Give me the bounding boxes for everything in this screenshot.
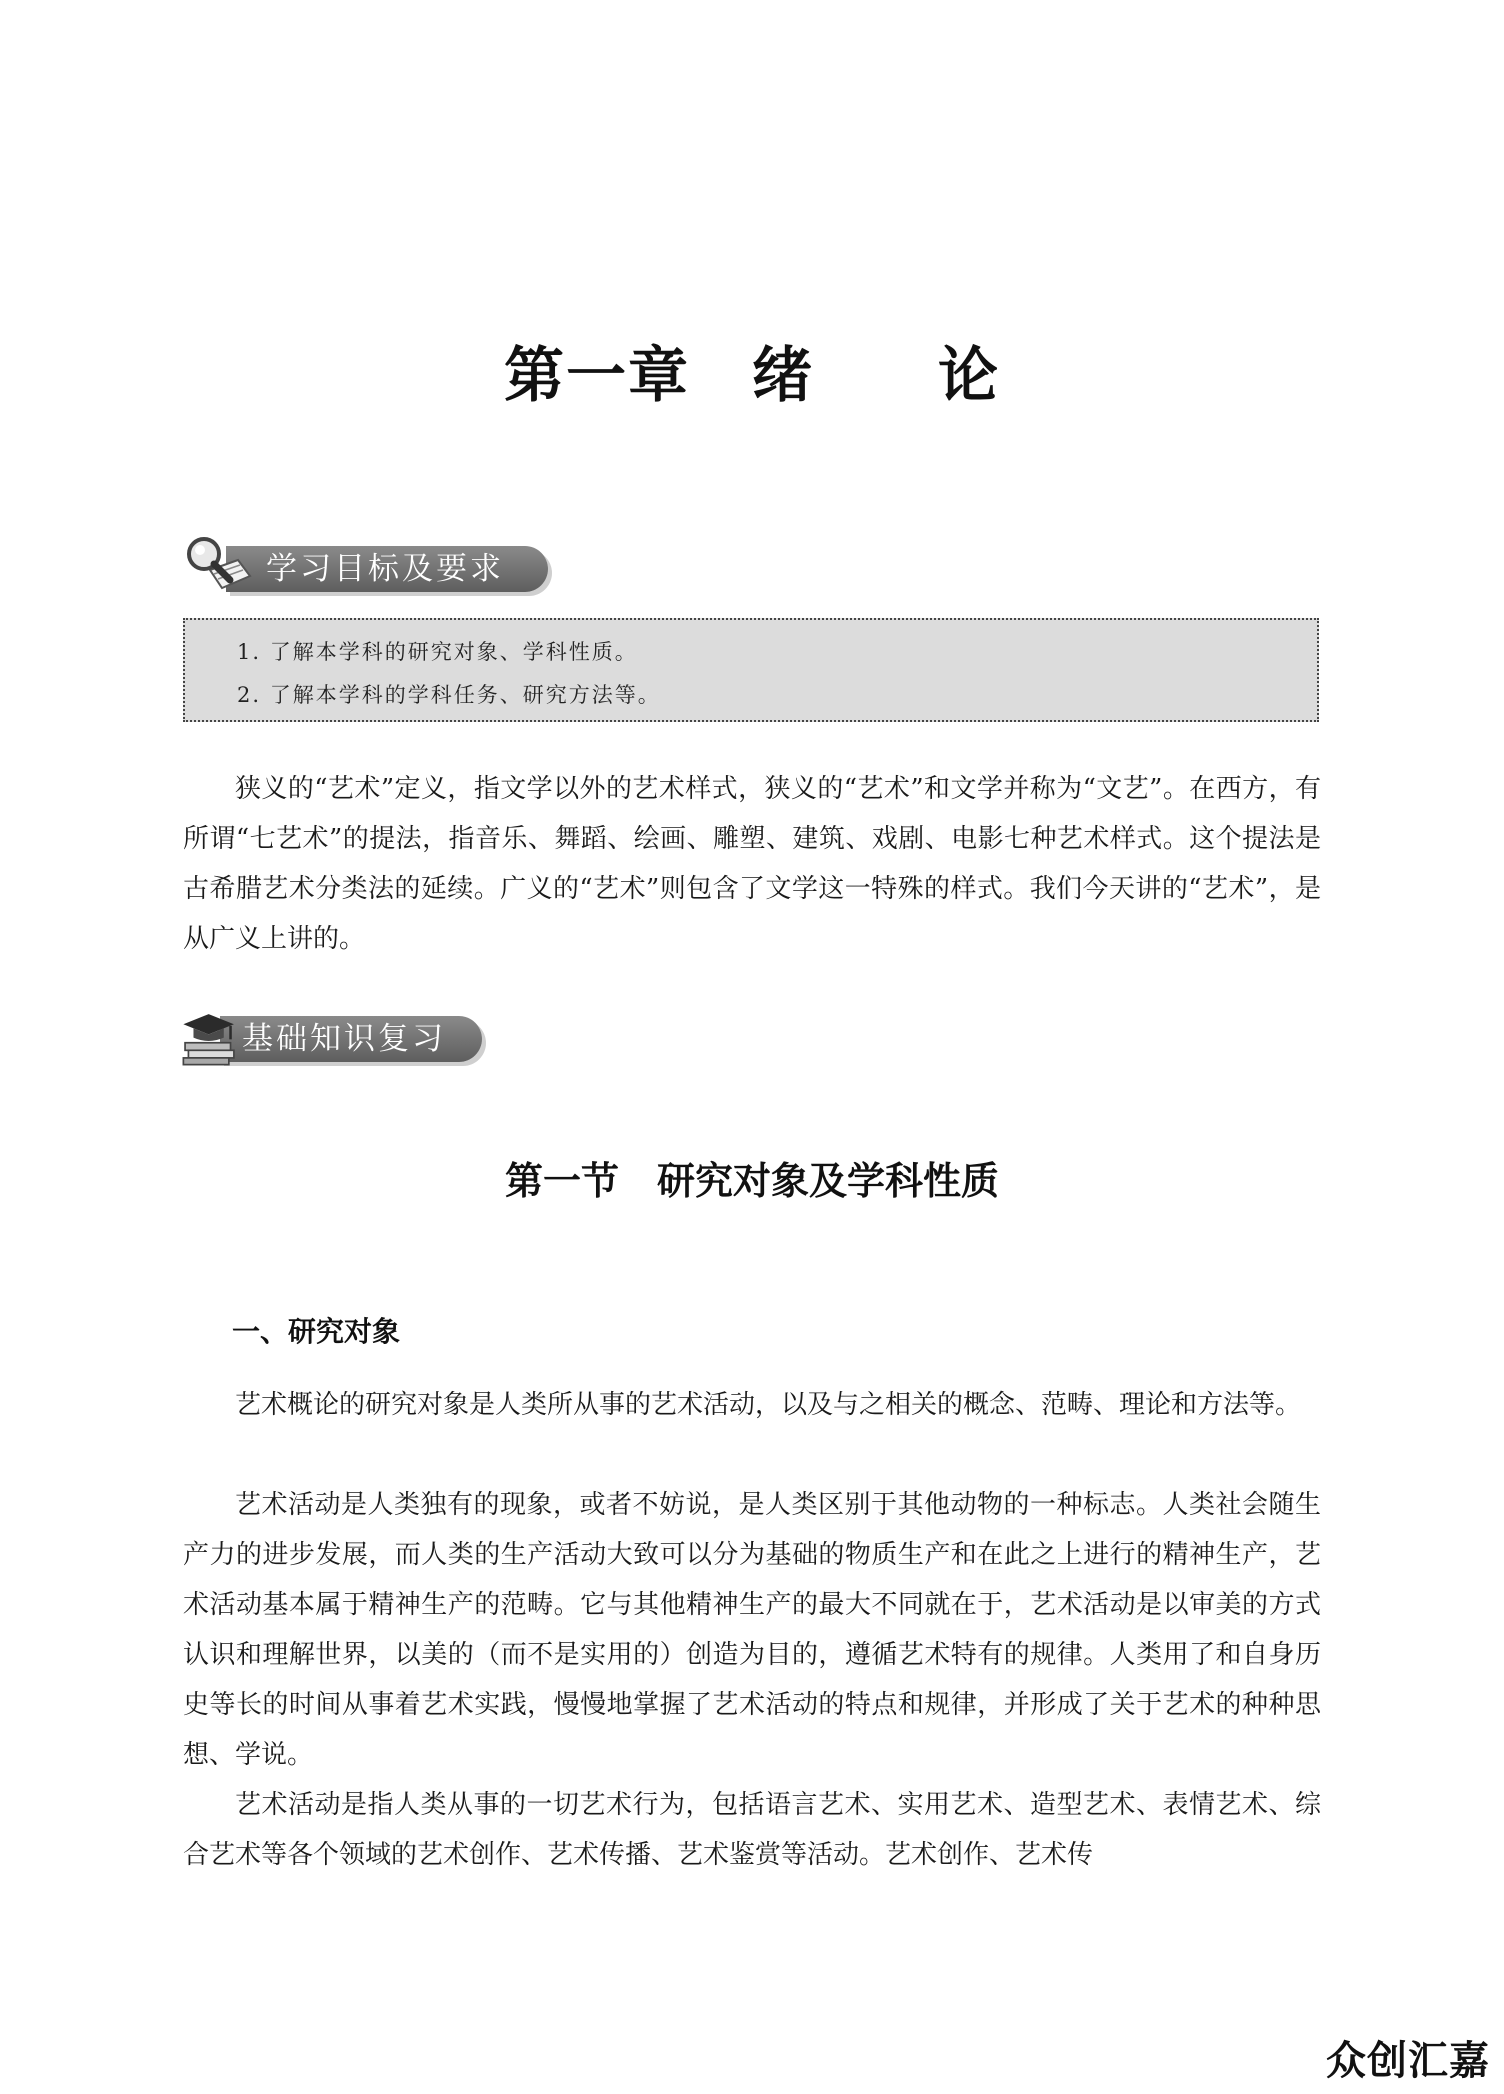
review-banner-label: 基础知识复习	[242, 1021, 446, 1057]
section-title: 第一节 研究对象及学科性质	[504, 1158, 999, 1203]
watermark: 众创汇嘉	[1326, 2038, 1490, 2084]
chapter-title: 第一章 绪 论	[504, 341, 1000, 411]
objectives-box	[183, 618, 1319, 722]
intro-paragraph: 狭义的“艺术”定义，指文学以外的艺术样式，狭义的“艺术”和文学并称为“文艺”。在西方，有所谓“七艺术”的提法，指音乐、舞蹈、绘画、雕塑、建筑、戏剧、电影七种艺术样式。这个提法是古希腊艺术分类法的延续。广义的“艺术”则包含了文学这一特殊的样式。我们今天讲的“艺术”，是从广义上讲的。	[183, 774, 1321, 954]
graduation-cap-books-icon	[180, 1000, 244, 1072]
review-banner-pill	[220, 1016, 482, 1062]
objective-item: 2. 了解本学科的学科任务、研究方法等。	[237, 683, 661, 707]
objectives-banner-label: 学习目标及要求	[266, 551, 504, 587]
body-paragraph: 艺术概论的研究对象是人类所从事的艺术活动，以及与之相关的概念、范畴、理论和方法等。	[235, 1390, 1302, 1420]
objectives-banner	[180, 540, 560, 596]
magnifier-book-icon	[180, 530, 256, 602]
subsection-title: 一、研究对象	[232, 1315, 401, 1348]
body-paragraph: 艺术活动是指人类从事的一切艺术行为，包括语言艺术、实用艺术、造型艺术、表情艺术、综合艺术等各个领域的艺术创作、艺术传播、艺术鉴赏等活动。艺术创作、艺术传	[183, 1790, 1321, 1870]
objectives-banner-pill	[226, 546, 548, 592]
review-banner	[180, 1010, 500, 1066]
body-paragraph: 艺术活动是人类独有的现象，或者不妨说，是人类区别于其他动物的一种标志。人类社会随生产力的进步发展，而人类的生产活动大致可以分为基础的物质生产和在此之上进行的精神生产，艺术活动基本属于精神生产的范畴。它与其他精神生产的最大不同就在于，艺术活动是以审美的方式认识和理解世界，以美的（而不是实用的）创造为目的，遵循艺术特有的规律。人类用了和自身历史等长的时间从事着艺术实践，慢慢地掌握了艺术活动的特点和规律，并形成了关于艺术的种种思想、学说。	[183, 1490, 1321, 1770]
objective-item: 1. 了解本学科的研究对象、学科性质。	[237, 640, 638, 664]
